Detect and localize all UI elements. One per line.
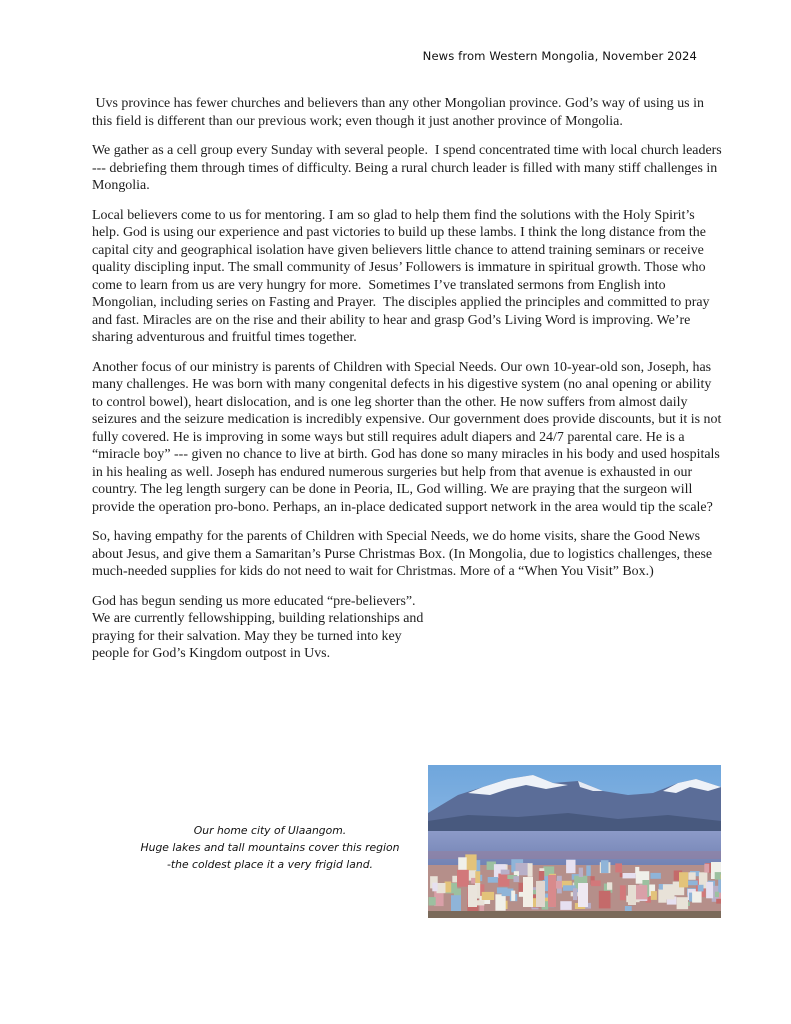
paragraph-cell-group: We gather as a cell group every Sunday with several people. I spend concentrated time with local church leaders --- debriefing them through times of difficulty. Being a rural church leader is filled with many stiff challenges in Mongolia. (92, 143, 726, 193)
newsletter-header: News from Western Mongolia, November 2024 (422, 49, 697, 63)
paragraph-intro: Uvs province has fewer churches and believers than any other Mongolian province. God’s way of using us in this field is different than our previous work; even though it just another province of Mongolia. (92, 96, 708, 129)
caption-line-2: Huge lakes and tall mountains cover this region (140, 841, 400, 854)
ulaangom-city-photo (428, 765, 721, 918)
paragraph-home-visits: So, having empathy for the parents of Children with Special Needs, we do home visits, share the Good News about Jesus, and give them a Samaritan’s Purse Christmas Box. (In Mongolia, due to logistics challenges, these much-needed supplies for kids do not need to wait for Christmas. More of a “When You Visit” Box.) (92, 529, 713, 579)
caption-line-1: Our home city of Ulaangom. (193, 824, 347, 837)
paragraph-special-needs: Another focus of our ministry is parents of Children with Special Needs. Our own 10-year-old son, Joseph, has many challenges. He was born with many congenital defects in his digestive system (no anal opening or ability to control bowel), heart dislocation, and is one leg shorter than the other. He now suffers from almost daily seizures and the seizure medication is incredibly expensive. Our government does provide discounts, but it is not fully covered. He is improving in some ways but still requires adult diapers and 24/7 parental care. He is a “miracle boy” --- given no chance to live at birth. God has done so many miracles in his body and used hospitals in his healing as well. Joseph has endured numerous surgeries but help from that avenue is exhausted in our country. The leg length surgery can be done in Peoria, IL, God willing. We are praying that the surgeon will provide the operation pro-bono. Perhaps, an in-place dedicated support network in the area would tip the scale? (92, 359, 722, 515)
caption-line-3: -the coldest place it a very frigid land. (167, 858, 373, 871)
paragraph-mentoring: Local believers come to us for mentoring. I am so glad to help them find the solutions with the Holy Spirit’s help. God is using our experience and past victories to build up these lambs. I think the long distance from the capital city and geographical isolation have given believers little chance to attend training seminars or receive quality discipling input. The small community of Jesus’ Followers is immature in spiritual growth. Those who come to learn from us are very hungry for more. Sometimes I’ve translated sermons from English into Mongolian, including series on Fasting and Prayer. The disciples applied the principles and committed to pray and fast. Miracles are on the rise and their ability to hear and grasp God’s Living Word is improving. We’re sharing adventurous and fruitful times together. (92, 207, 714, 345)
photo-caption (130, 822, 410, 873)
paragraph-pre-believers: God has begun sending us more educated “pre-believers”. We are currently fellowshipping, building relationships and praying for their salvation. May they be turned into key people for God’s Kingdom outpost in Uvs. (92, 593, 424, 661)
newsletter-body (92, 95, 726, 675)
